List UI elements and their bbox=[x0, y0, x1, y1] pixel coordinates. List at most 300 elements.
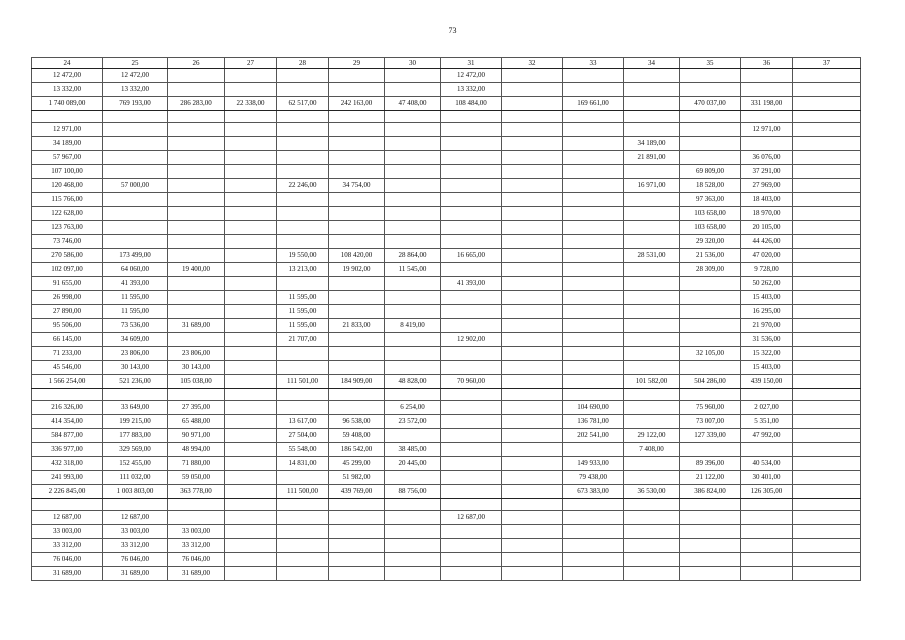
table-cell bbox=[624, 123, 680, 137]
table-cell: 7 408,00 bbox=[624, 443, 680, 457]
table-cell bbox=[680, 137, 741, 151]
table-cell bbox=[277, 471, 329, 485]
table-cell bbox=[441, 179, 502, 193]
table-cell bbox=[502, 137, 563, 151]
empty-cell bbox=[103, 111, 168, 123]
table-cell: 16 665,00 bbox=[441, 249, 502, 263]
table-row bbox=[32, 291, 861, 305]
table-cell bbox=[385, 207, 441, 221]
table-cell bbox=[277, 83, 329, 97]
table-cell: 34 609,00 bbox=[103, 333, 168, 347]
table-cell: 27 969,00 bbox=[741, 179, 793, 193]
table-cell: 122 628,00 bbox=[32, 207, 103, 221]
table-cell bbox=[502, 179, 563, 193]
table-cell: 33 312,00 bbox=[103, 539, 168, 553]
table-cell bbox=[225, 375, 277, 389]
table-cell bbox=[277, 137, 329, 151]
table-cell: 47 020,00 bbox=[741, 249, 793, 263]
table-cell bbox=[168, 333, 225, 347]
table-cell: 34 189,00 bbox=[624, 137, 680, 151]
empty-cell bbox=[441, 499, 502, 511]
table-cell bbox=[385, 69, 441, 83]
table-cell bbox=[624, 221, 680, 235]
table-cell: 5 351,00 bbox=[741, 415, 793, 429]
table-cell bbox=[502, 165, 563, 179]
table-cell: 34 189,00 bbox=[32, 137, 103, 151]
table-cell bbox=[793, 249, 861, 263]
table-cell: 16 295,00 bbox=[741, 305, 793, 319]
table-cell: 101 582,00 bbox=[624, 375, 680, 389]
table-cell bbox=[793, 347, 861, 361]
table-cell: 331 198,00 bbox=[741, 97, 793, 111]
table-cell bbox=[277, 235, 329, 249]
table-cell bbox=[741, 567, 793, 581]
table-cell bbox=[563, 221, 624, 235]
table-cell bbox=[385, 511, 441, 525]
table-cell bbox=[502, 277, 563, 291]
table-cell: 111 501,00 bbox=[277, 375, 329, 389]
column-header: 33 bbox=[563, 58, 624, 69]
empty-cell bbox=[225, 389, 277, 401]
table-row bbox=[32, 69, 861, 83]
empty-cell bbox=[277, 499, 329, 511]
table-cell: 79 438,00 bbox=[563, 471, 624, 485]
table-cell bbox=[793, 567, 861, 581]
table-cell: 30 143,00 bbox=[103, 361, 168, 375]
table-cell bbox=[624, 511, 680, 525]
table-cell: 26 998,00 bbox=[32, 291, 103, 305]
table-cell bbox=[563, 553, 624, 567]
table-row bbox=[32, 525, 861, 539]
table-cell bbox=[225, 401, 277, 415]
empty-cell bbox=[793, 111, 861, 123]
column-header: 29 bbox=[329, 58, 385, 69]
table-cell bbox=[502, 193, 563, 207]
table-cell bbox=[225, 485, 277, 499]
table-cell bbox=[741, 137, 793, 151]
table-cell bbox=[624, 97, 680, 111]
table-cell: 48 828,00 bbox=[385, 375, 441, 389]
table-cell bbox=[563, 69, 624, 83]
table-cell: 107 100,00 bbox=[32, 165, 103, 179]
table-cell bbox=[385, 471, 441, 485]
empty-cell bbox=[225, 111, 277, 123]
table-cell bbox=[441, 415, 502, 429]
table-cell bbox=[624, 263, 680, 277]
table-cell: 8 419,00 bbox=[385, 319, 441, 333]
table-cell bbox=[225, 319, 277, 333]
table-cell bbox=[441, 221, 502, 235]
table-cell: 470 037,00 bbox=[680, 97, 741, 111]
total-row bbox=[32, 97, 861, 111]
table-cell bbox=[563, 443, 624, 457]
table-cell: 439 150,00 bbox=[741, 375, 793, 389]
table-cell: 15 403,00 bbox=[741, 361, 793, 375]
table-cell: 104 690,00 bbox=[563, 401, 624, 415]
table-cell bbox=[225, 429, 277, 443]
table-cell bbox=[741, 525, 793, 539]
table-cell bbox=[502, 305, 563, 319]
table-cell bbox=[225, 69, 277, 83]
table-cell: 96 538,00 bbox=[329, 415, 385, 429]
column-header: 37 bbox=[793, 58, 861, 69]
table-cell bbox=[624, 83, 680, 97]
table-cell bbox=[793, 193, 861, 207]
table-cell bbox=[225, 151, 277, 165]
table-cell bbox=[225, 443, 277, 457]
table-cell: 11 595,00 bbox=[277, 291, 329, 305]
empty-cell bbox=[329, 389, 385, 401]
table-cell bbox=[168, 179, 225, 193]
table-cell bbox=[680, 151, 741, 165]
table-cell bbox=[385, 193, 441, 207]
table-cell: 12 472,00 bbox=[103, 69, 168, 83]
table-cell: 12 687,00 bbox=[441, 511, 502, 525]
table-cell: 504 286,00 bbox=[680, 375, 741, 389]
table-cell bbox=[793, 319, 861, 333]
empty-cell bbox=[277, 111, 329, 123]
table-row bbox=[32, 415, 861, 429]
table-cell: 32 105,00 bbox=[680, 347, 741, 361]
table-cell: 76 046,00 bbox=[168, 553, 225, 567]
table-cell bbox=[277, 123, 329, 137]
table-cell bbox=[277, 69, 329, 83]
table-cell: 36 530,00 bbox=[624, 485, 680, 499]
table-cell bbox=[441, 457, 502, 471]
table-cell bbox=[277, 221, 329, 235]
table-row bbox=[32, 333, 861, 347]
table-cell bbox=[502, 263, 563, 277]
table-cell bbox=[680, 333, 741, 347]
table-cell bbox=[563, 525, 624, 539]
table-cell: 41 393,00 bbox=[441, 277, 502, 291]
table-cell bbox=[329, 193, 385, 207]
table-cell bbox=[502, 249, 563, 263]
table-cell: 386 824,00 bbox=[680, 485, 741, 499]
table-cell bbox=[502, 511, 563, 525]
table-cell bbox=[225, 123, 277, 137]
table-cell bbox=[441, 347, 502, 361]
table-cell: 186 542,00 bbox=[329, 443, 385, 457]
table-cell: 95 506,00 bbox=[32, 319, 103, 333]
table-cell bbox=[793, 401, 861, 415]
table-cell bbox=[277, 539, 329, 553]
table-cell: 33 003,00 bbox=[32, 525, 103, 539]
table-cell: 216 326,00 bbox=[32, 401, 103, 415]
table-cell bbox=[793, 123, 861, 137]
table-cell bbox=[563, 263, 624, 277]
table-cell bbox=[502, 221, 563, 235]
empty-cell bbox=[793, 499, 861, 511]
table-cell bbox=[168, 123, 225, 137]
table-cell bbox=[502, 151, 563, 165]
table-cell bbox=[385, 305, 441, 319]
table-cell: 270 586,00 bbox=[32, 249, 103, 263]
table-cell: 673 383,00 bbox=[563, 485, 624, 499]
table-cell: 90 971,00 bbox=[168, 429, 225, 443]
table-cell: 30 401,00 bbox=[741, 471, 793, 485]
table-cell bbox=[168, 249, 225, 263]
table-cell: 11 595,00 bbox=[277, 305, 329, 319]
table-cell: 152 455,00 bbox=[103, 457, 168, 471]
table-cell: 15 322,00 bbox=[741, 347, 793, 361]
table-cell bbox=[168, 235, 225, 249]
table-cell bbox=[168, 83, 225, 97]
table-cell: 184 909,00 bbox=[329, 375, 385, 389]
table-cell bbox=[793, 165, 861, 179]
table-cell bbox=[385, 291, 441, 305]
table-cell bbox=[385, 277, 441, 291]
empty-cell bbox=[225, 499, 277, 511]
table-cell bbox=[441, 305, 502, 319]
table-cell: 45 546,00 bbox=[32, 361, 103, 375]
table-cell: 28 531,00 bbox=[624, 249, 680, 263]
table-cell: 21 536,00 bbox=[680, 249, 741, 263]
table-cell bbox=[385, 221, 441, 235]
table-row bbox=[32, 401, 861, 415]
table-row bbox=[32, 235, 861, 249]
table-cell bbox=[624, 333, 680, 347]
table-cell bbox=[277, 361, 329, 375]
empty-cell bbox=[168, 389, 225, 401]
table-cell bbox=[385, 83, 441, 97]
table-cell: 115 766,00 bbox=[32, 193, 103, 207]
empty-cell bbox=[329, 499, 385, 511]
empty-cell bbox=[741, 499, 793, 511]
table-cell bbox=[624, 471, 680, 485]
empty-cell bbox=[624, 389, 680, 401]
table-cell: 136 781,00 bbox=[563, 415, 624, 429]
table-cell bbox=[502, 539, 563, 553]
table-cell bbox=[793, 221, 861, 235]
table-row bbox=[32, 347, 861, 361]
table-cell bbox=[329, 165, 385, 179]
table-cell: 329 569,00 bbox=[103, 443, 168, 457]
table-cell: 242 163,00 bbox=[329, 97, 385, 111]
table-cell: 13 332,00 bbox=[441, 83, 502, 97]
table-cell: 27 504,00 bbox=[277, 429, 329, 443]
table-cell bbox=[385, 137, 441, 151]
table-cell bbox=[441, 319, 502, 333]
column-header: 28 bbox=[277, 58, 329, 69]
table-cell bbox=[441, 193, 502, 207]
table-cell bbox=[441, 361, 502, 375]
table-cell bbox=[624, 193, 680, 207]
table-cell bbox=[385, 151, 441, 165]
empty-cell bbox=[441, 111, 502, 123]
table-cell bbox=[793, 553, 861, 567]
table-cell bbox=[329, 123, 385, 137]
table-row bbox=[32, 207, 861, 221]
empty-cell bbox=[502, 111, 563, 123]
column-header: 24 bbox=[32, 58, 103, 69]
total-row bbox=[32, 485, 861, 499]
table-cell bbox=[793, 375, 861, 389]
table-cell bbox=[793, 415, 861, 429]
table-cell bbox=[502, 207, 563, 221]
table-cell bbox=[225, 525, 277, 539]
table-cell: 20 445,00 bbox=[385, 457, 441, 471]
table-cell: 33 312,00 bbox=[32, 539, 103, 553]
table-cell bbox=[225, 179, 277, 193]
table-cell bbox=[563, 375, 624, 389]
table-cell: 13 617,00 bbox=[277, 415, 329, 429]
table-cell bbox=[441, 235, 502, 249]
table-cell bbox=[624, 539, 680, 553]
table-cell: 59 408,00 bbox=[329, 429, 385, 443]
table-cell bbox=[741, 553, 793, 567]
table-cell bbox=[103, 123, 168, 137]
table-cell bbox=[502, 525, 563, 539]
table-cell bbox=[741, 539, 793, 553]
table-cell: 11 595,00 bbox=[103, 291, 168, 305]
table-cell bbox=[277, 165, 329, 179]
table-cell bbox=[502, 401, 563, 415]
table-cell bbox=[793, 457, 861, 471]
table-cell bbox=[502, 333, 563, 347]
table-cell bbox=[168, 207, 225, 221]
table-cell: 1 566 254,00 bbox=[32, 375, 103, 389]
table-cell bbox=[793, 471, 861, 485]
table-cell bbox=[624, 277, 680, 291]
table-row bbox=[32, 457, 861, 471]
table-cell: 21 970,00 bbox=[741, 319, 793, 333]
table-cell: 73 536,00 bbox=[103, 319, 168, 333]
table-cell: 22 338,00 bbox=[225, 97, 277, 111]
table-cell bbox=[441, 525, 502, 539]
empty-cell bbox=[32, 499, 103, 511]
table-cell: 11 595,00 bbox=[103, 305, 168, 319]
table-cell bbox=[225, 457, 277, 471]
table-cell: 414 354,00 bbox=[32, 415, 103, 429]
table-cell bbox=[225, 277, 277, 291]
table-cell bbox=[329, 83, 385, 97]
table-cell bbox=[793, 429, 861, 443]
table-cell bbox=[502, 375, 563, 389]
table-cell bbox=[502, 415, 563, 429]
column-header: 36 bbox=[741, 58, 793, 69]
table-cell bbox=[168, 137, 225, 151]
table-cell: 12 472,00 bbox=[32, 69, 103, 83]
table-cell bbox=[168, 305, 225, 319]
table-cell bbox=[793, 263, 861, 277]
table-cell bbox=[793, 69, 861, 83]
table-cell: 28 864,00 bbox=[385, 249, 441, 263]
table-cell bbox=[277, 567, 329, 581]
table-cell bbox=[680, 567, 741, 581]
table-cell bbox=[563, 305, 624, 319]
table-cell bbox=[793, 485, 861, 499]
section-spacer-row bbox=[32, 389, 861, 401]
table-cell bbox=[225, 305, 277, 319]
table-cell bbox=[502, 567, 563, 581]
table-cell: 108 484,00 bbox=[441, 97, 502, 111]
table-cell: 71 880,00 bbox=[168, 457, 225, 471]
table-cell: 71 233,00 bbox=[32, 347, 103, 361]
table-row bbox=[32, 319, 861, 333]
table-cell bbox=[277, 193, 329, 207]
table-cell bbox=[385, 179, 441, 193]
empty-cell bbox=[32, 111, 103, 123]
table-cell bbox=[624, 235, 680, 249]
table-cell bbox=[329, 511, 385, 525]
table-cell bbox=[680, 443, 741, 457]
table-row bbox=[32, 249, 861, 263]
table-cell bbox=[624, 347, 680, 361]
table-cell bbox=[502, 319, 563, 333]
table-cell: 21 833,00 bbox=[329, 319, 385, 333]
table-cell: 2 027,00 bbox=[741, 401, 793, 415]
table-cell: 38 485,00 bbox=[385, 443, 441, 457]
table-cell bbox=[385, 123, 441, 137]
table-row bbox=[32, 179, 861, 193]
empty-cell bbox=[563, 499, 624, 511]
column-header: 34 bbox=[624, 58, 680, 69]
table-cell: 21 891,00 bbox=[624, 151, 680, 165]
table-cell: 31 689,00 bbox=[103, 567, 168, 581]
table-cell bbox=[329, 305, 385, 319]
table-cell bbox=[277, 151, 329, 165]
table-cell bbox=[441, 137, 502, 151]
table-cell: 169 661,00 bbox=[563, 97, 624, 111]
table-cell: 241 993,00 bbox=[32, 471, 103, 485]
table-cell: 70 960,00 bbox=[441, 375, 502, 389]
table-cell bbox=[329, 207, 385, 221]
empty-cell bbox=[277, 389, 329, 401]
table-row bbox=[32, 471, 861, 485]
table-cell bbox=[624, 525, 680, 539]
table-cell bbox=[793, 443, 861, 457]
table-cell bbox=[329, 539, 385, 553]
table-cell bbox=[385, 553, 441, 567]
table-cell bbox=[385, 235, 441, 249]
table-cell bbox=[225, 291, 277, 305]
table-cell bbox=[741, 83, 793, 97]
empty-cell bbox=[563, 111, 624, 123]
table-cell bbox=[168, 221, 225, 235]
empty-cell bbox=[103, 389, 168, 401]
empty-cell bbox=[103, 499, 168, 511]
table-cell bbox=[741, 511, 793, 525]
table-cell: 37 291,00 bbox=[741, 165, 793, 179]
page-number: 73 bbox=[448, 26, 457, 35]
table-cell: 111 032,00 bbox=[103, 471, 168, 485]
table-cell bbox=[741, 69, 793, 83]
column-header: 26 bbox=[168, 58, 225, 69]
table-cell bbox=[385, 567, 441, 581]
table-cell bbox=[225, 567, 277, 581]
table-cell bbox=[168, 69, 225, 83]
table-cell bbox=[793, 277, 861, 291]
table-cell: 73 007,00 bbox=[680, 415, 741, 429]
table-cell bbox=[441, 401, 502, 415]
table-cell bbox=[168, 193, 225, 207]
table-cell bbox=[624, 553, 680, 567]
table-cell bbox=[441, 567, 502, 581]
table-cell: 120 468,00 bbox=[32, 179, 103, 193]
table-cell bbox=[680, 511, 741, 525]
table-cell bbox=[502, 485, 563, 499]
table-cell bbox=[385, 361, 441, 375]
table-cell: 89 396,00 bbox=[680, 457, 741, 471]
column-header: 27 bbox=[225, 58, 277, 69]
table-cell bbox=[563, 567, 624, 581]
empty-cell bbox=[563, 389, 624, 401]
table-cell: 55 548,00 bbox=[277, 443, 329, 457]
table-cell bbox=[563, 165, 624, 179]
table-cell: 432 318,00 bbox=[32, 457, 103, 471]
table-cell: 12 687,00 bbox=[32, 511, 103, 525]
